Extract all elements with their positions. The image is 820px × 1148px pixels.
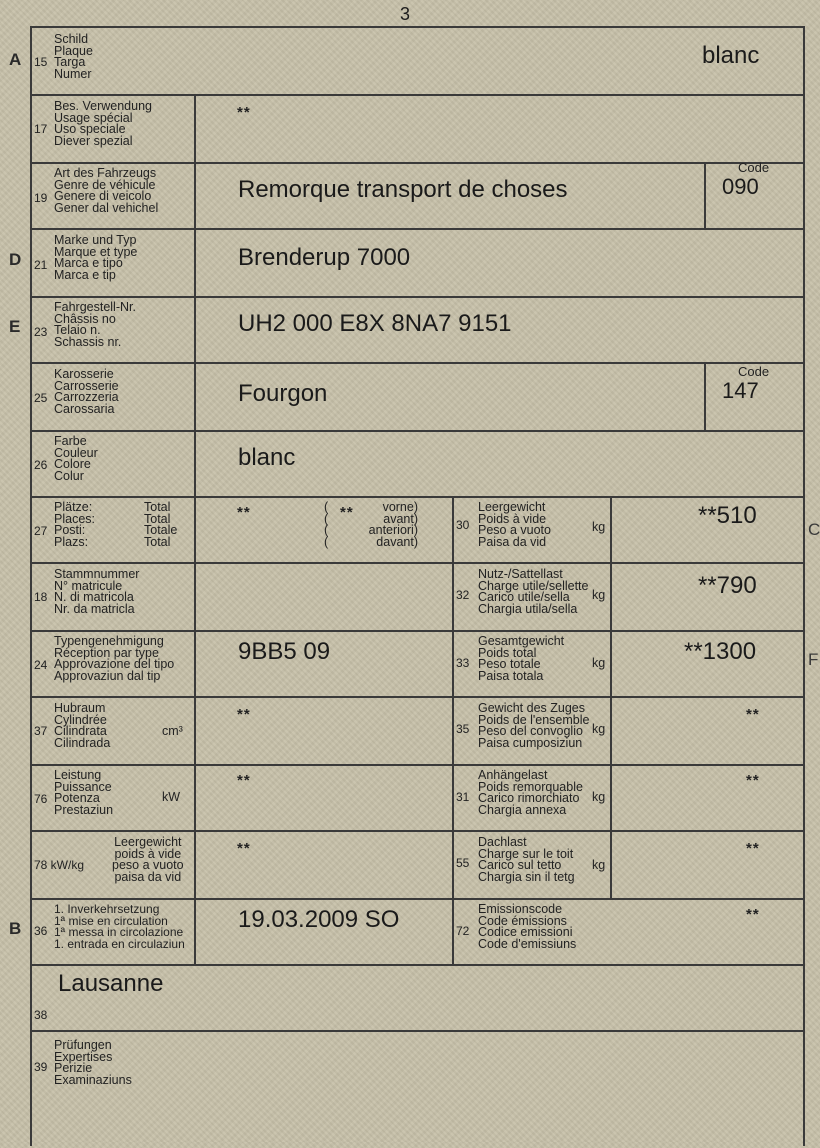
unit-label: kg (592, 588, 606, 602)
field-number: 17 (34, 122, 48, 136)
unit-label: kg (592, 520, 606, 534)
field-labels: Leistung Puissance Potenza Prestaziun (54, 768, 114, 817)
field-number: 39 (34, 1060, 48, 1074)
total-weight-value: **1300 (684, 638, 757, 665)
field-labels: Art des Fahrzeugs Genre de véhicule Genere di veicolo Gener dal vehichel (54, 166, 159, 215)
row-color (32, 430, 803, 498)
field-number: 72 (456, 924, 470, 938)
code-box (704, 362, 806, 430)
field-labels: Emissionscode Code émissions Codice emissioni Code d'emissiuns (478, 902, 577, 951)
field-labels: Hubraum Cylindrée Cilindrata Cilindrada (54, 701, 111, 750)
row-body (32, 362, 803, 432)
field-labels: Gesamtgewicht Poids total Peso totale Paisa totala (478, 634, 565, 683)
emissions-code-value: ** (746, 906, 760, 923)
field-number: 76 (34, 792, 48, 806)
train-weight-value: ** (746, 706, 760, 723)
empty-weight-value: **510 (698, 502, 757, 529)
field-number: 38 (34, 1008, 48, 1022)
field-labels: Schild Plaque Targa Numer (54, 32, 93, 81)
field-labels: Stammnummer N° matricule N. di matricola Nr. da matricla (54, 567, 140, 616)
field-number: 30 (456, 518, 470, 532)
make-model-value: Brenderup 7000 (238, 244, 411, 271)
unit-label: kg (592, 790, 606, 804)
field-labels: Fahrgestell-Nr. Châssis no Telaio n. Schassis nr. (54, 300, 136, 349)
code-label: Code (738, 160, 770, 175)
row-power-towing (32, 764, 803, 832)
field-number: 55 (456, 856, 470, 870)
page-number: 3 (400, 4, 411, 24)
field-labels: 1. Inverkehrsetzung 1ª mise en circulation 1ª messa in circolazione 1. entrada en circulaziun (54, 902, 185, 951)
code-box (704, 162, 806, 228)
unit-label: kg (592, 722, 606, 736)
field-number: 21 (34, 258, 48, 272)
field-labels: Karosserie Carrosserie Carrozzeria Carossaria (54, 367, 119, 416)
displacement-value: ** (237, 706, 251, 723)
field-labels: Dachlast Charge sur le toit Carico sul tetto Chargia sin il tetg (478, 835, 575, 884)
vehicle-type-value: Remorque transport de choses (238, 176, 568, 203)
body-value: Fourgon (238, 380, 328, 407)
total-labels: Total Total Totale Total (144, 500, 178, 549)
field-labels: Farbe Couleur Colore Colur (54, 434, 98, 483)
code-value: 090 (722, 174, 759, 199)
front-labels: vorne) avant) anteriori) davant) (368, 500, 418, 549)
field-labels: Gewicht des Zuges Poids de l'ensemble Peso del convoglio Paisa cumposiziun (478, 701, 590, 750)
field-number: 78 kW/kg (34, 858, 85, 872)
code-value: 147 (722, 378, 759, 403)
edge-letter-f: F (808, 650, 819, 669)
field-labels: Prüfungen Expertises Perizie Examinaziuns (54, 1038, 132, 1087)
side-letter-d: D (9, 250, 22, 269)
towing-load-value: ** (746, 772, 760, 789)
field-number: 15 (34, 55, 48, 69)
field-labels: Marke und Typ Marque et type Marca e tipo Marca e tip (54, 233, 138, 282)
row-places-empty-weight (32, 496, 803, 564)
field-number: 27 (34, 524, 48, 538)
field-labels: Leergewicht poids à vide peso a vuoto paisa da vid (112, 835, 184, 884)
row-vehicle-type (32, 162, 803, 230)
edge-letter-c: C (808, 520, 820, 539)
field-number: 23 (34, 325, 48, 339)
special-use-value: ** (237, 104, 251, 121)
unit-label: cm³ (162, 724, 183, 738)
front-places-value: ** (340, 504, 354, 521)
field-labels: Plätze: Places: Posti: Plazs: (54, 500, 95, 549)
field-number: 32 (456, 588, 470, 602)
registration-form (30, 26, 805, 1146)
chassis-value: UH2 000 E8X 8NA7 9151 (238, 310, 512, 337)
side-letter-e: E (9, 317, 21, 336)
place-value: Lausanne (58, 970, 164, 997)
field-labels: Typengenehmigung Réception par type Approvazione del tipo Approvaziun dal tip (54, 634, 175, 683)
row-matricule-payload (32, 562, 803, 632)
field-number: 33 (456, 656, 470, 670)
row-first-registration-emissions (32, 898, 803, 966)
color-value: blanc (238, 444, 296, 471)
bracket: ( ( ( ( (324, 500, 329, 549)
row-plate (32, 28, 803, 96)
row-inspections (32, 1030, 803, 1148)
code-label: Code (738, 364, 770, 379)
field-number: 31 (456, 790, 470, 804)
field-labels: Leergewicht Poids à vide Peso a vuoto Paisa da vid (478, 500, 551, 549)
field-labels: Nutz-/Sattellast Charge utile/sellette Carico utile/sella Chargia utila/sella (478, 567, 589, 616)
roof-load-value: ** (746, 840, 760, 857)
row-place (32, 964, 803, 1032)
unit-label: kg (592, 656, 606, 670)
field-number: 35 (456, 722, 470, 736)
first-registration-value: 19.03.2009 SO (238, 906, 400, 933)
unit-label: kW (162, 790, 181, 804)
side-letter-b: B (9, 919, 22, 938)
plate-value: blanc (702, 42, 760, 69)
side-letter-a: A (9, 50, 22, 69)
field-number: 24 (34, 658, 48, 672)
row-displacement-train-weight (32, 696, 803, 766)
row-type-approval-total-weight (32, 630, 803, 698)
field-number: 18 (34, 590, 48, 604)
row-kwkg-roof-load (32, 830, 803, 900)
power-value: ** (237, 772, 251, 789)
field-labels: Bes. Verwendung Usage spécial Uso speciale Diever spezial (54, 99, 152, 148)
row-make-model (32, 228, 803, 298)
field-number: 37 (34, 724, 48, 738)
unit-label: kg (592, 858, 606, 872)
field-number: 36 (34, 924, 48, 938)
field-number: 25 (34, 391, 48, 405)
kwkg-value: ** (237, 840, 251, 857)
row-chassis (32, 296, 803, 364)
field-number: 26 (34, 458, 48, 472)
type-approval-value: 9BB5 09 (238, 638, 331, 665)
row-special-use (32, 94, 803, 164)
places-value: ** (237, 504, 251, 521)
field-labels: Anhängelast Poids remorquable Carico rimorchiato Chargia annexa (478, 768, 583, 817)
payload-value: **790 (698, 572, 757, 599)
field-number: 19 (34, 191, 48, 205)
